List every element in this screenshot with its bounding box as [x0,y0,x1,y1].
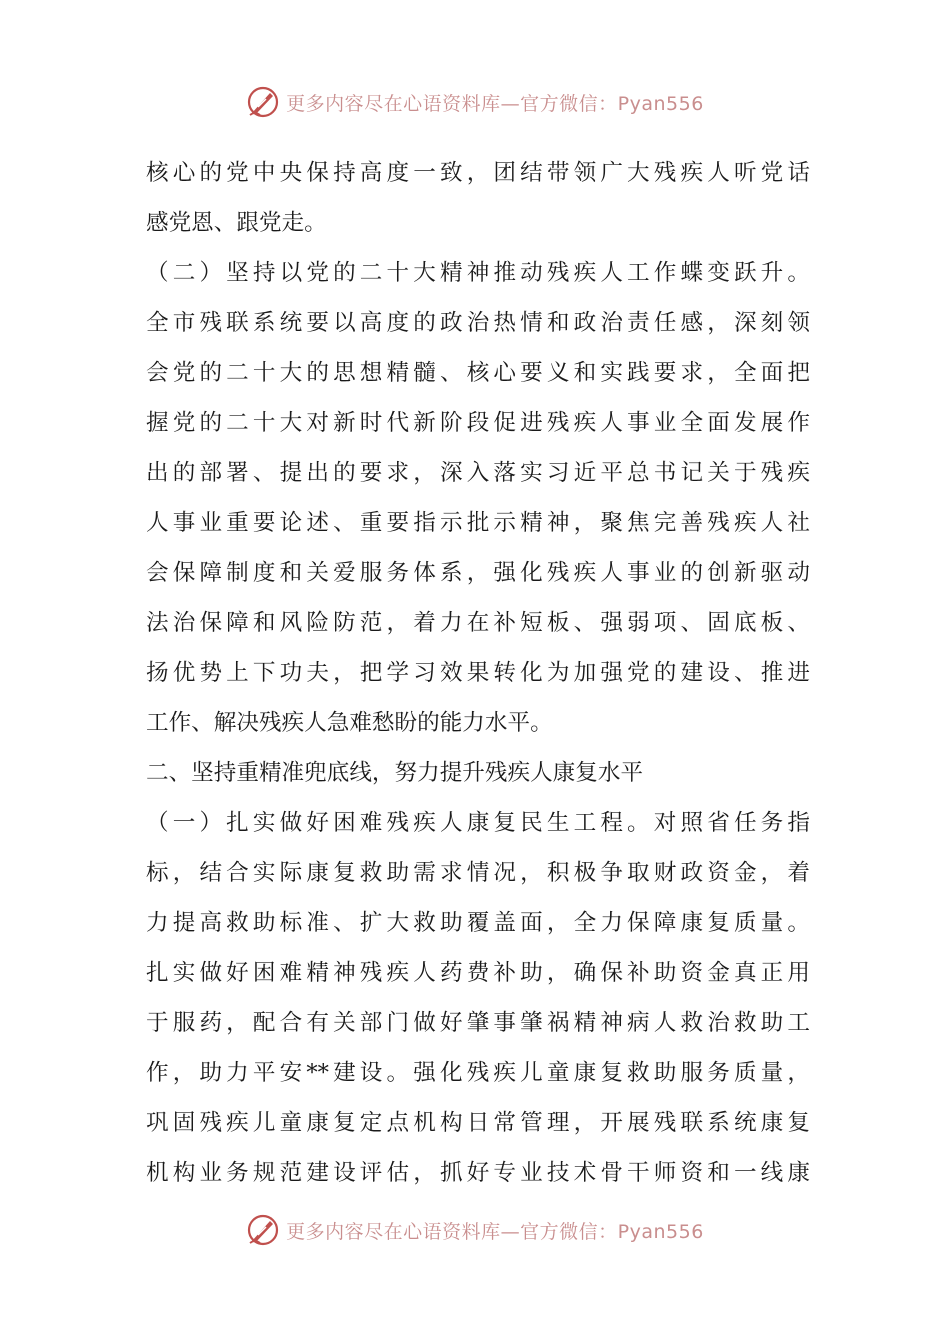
text-line: 作，助力平安**建设。强化残疾儿童康复救助服务质量， [146,1060,810,1086]
section-heading-2 [146,748,810,798]
subheading-line: （一）扎实做好困难残疾人康复民生工程。对照省任务指 [146,810,810,836]
text-line: 会党的二十大的思想精髓、核心要义和实践要求，全面把 [146,360,810,386]
header-watermark-banner [0,80,950,124]
text-line: 标，结合实际康复救助需求情况，积极争取财政资金，着 [146,860,810,886]
quill-pen-logo-icon [246,1213,280,1247]
paragraph-continuation [146,148,810,248]
paragraph-section-1-2 [146,248,810,748]
heading-line: 二、坚持重精准兜底线，努力提升残疾人康复水平 [146,760,644,786]
text-line: 全市残联系统要以高度的政治热情和政治责任感，深刻领 [146,310,810,336]
text-line: 巩固残疾儿童康复定点机构日常管理，开展残联系统康复 [146,1110,810,1136]
text-line: 扎实做好困难精神残疾人药费补助，确保补助资金真正用 [146,960,810,986]
watermark-label: 更多内容尽在心语资料库—官方微信： [286,1220,618,1243]
text-line: 机构业务规范建设评估，抓好专业技术骨干师资和一线康 [146,1160,810,1186]
text-line: 人事业重要论述、重要指示批示精神，聚焦完善残疾人社 [146,510,810,536]
text-line: 工作、解决残疾人急难愁盼的能力水平。 [146,710,553,736]
subheading-line: （二）坚持以党的二十大精神推动残疾人工作蝶变跃升。 [146,260,810,286]
text-line: 力提高救助标准、扩大救助覆盖面，全力保障康复质量。 [146,910,810,936]
document-body [146,148,810,1198]
text-line: 出的部署、提出的要求，深入落实习近平总书记关于残疾 [146,460,810,486]
watermark-text [286,89,704,116]
text-line: 核心的党中央保持高度一致，团结带领广大残疾人听党话 [146,160,810,186]
wechat-id: Pyan556 [617,1220,704,1243]
text-line: 感党恩、跟党走。 [146,210,327,236]
wechat-id: Pyan556 [617,92,704,115]
text-line: 于服药，配合有关部门做好肇事肇祸精神病人救治救助工 [146,1010,810,1036]
watermark-label: 更多内容尽在心语资料库—官方微信： [286,92,618,115]
quill-pen-logo-icon [246,85,280,119]
text-line: 握党的二十大对新时代新阶段促进残疾人事业全面发展作 [146,410,810,436]
paragraph-section-2-1 [146,798,810,1198]
footer-watermark-banner [0,1208,950,1252]
text-line: 扬优势上下功夫，把学习效果转化为加强党的建设、推进 [146,660,810,686]
watermark-text [286,1217,704,1244]
text-line: 会保障制度和关爱服务体系，强化残疾人事业的创新驱动 [146,560,810,586]
text-line: 法治保障和风险防范，着力在补短板、强弱项、固底板、 [146,610,810,636]
